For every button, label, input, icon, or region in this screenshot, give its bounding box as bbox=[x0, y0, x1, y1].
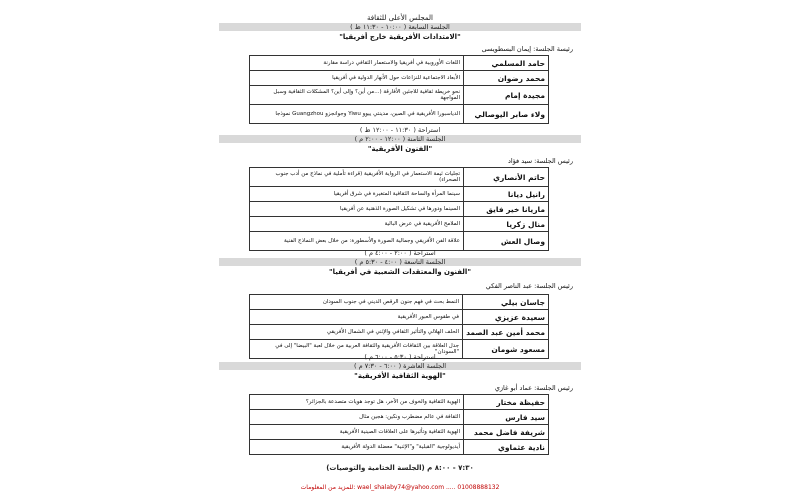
speaker-name: مسعود شومان bbox=[463, 340, 549, 359]
table-row bbox=[250, 325, 549, 340]
talk-topic: الثقافة في عالم مضطرب ونكين: هجين مثال bbox=[250, 410, 464, 425]
talk-topic: الملامح الأفريقية في عرض البالية bbox=[250, 217, 464, 232]
speaker-name: منال زكريا bbox=[464, 217, 549, 232]
table-row bbox=[250, 168, 549, 187]
talk-topic: اللغات الأوروبية في أفريقيا والاستعمار الثقافي دراسة مقارنة bbox=[250, 56, 464, 71]
table-row bbox=[250, 410, 549, 425]
talk-topic: الهوية الثقافية والخوف من الآخر، هل توجد هويات متصدعة بالجزائر؟ bbox=[250, 395, 464, 410]
table-row bbox=[250, 71, 549, 86]
org-title: المجلس الأعلى للثقافة bbox=[367, 14, 433, 22]
speaker-name: وصال العش bbox=[464, 232, 549, 251]
table-row bbox=[250, 202, 549, 217]
session9-table bbox=[249, 294, 549, 359]
break-3: استراحة ( ٥:٣٠ - ٦:٠٠ م ) bbox=[364, 353, 436, 361]
contact-info: للمزيد من المعلومات: wael_shalaby74@yahoo.com ..... 01008888132 bbox=[300, 484, 500, 491]
talk-topic: الحلف الهلالي والتأثير الثقافي والإثني في الشمال الأفريقي bbox=[250, 325, 463, 340]
talk-topic: علاقة الفن الأفريقي وجمالية الصورة والأسطورة: من خلال بعض النماذج الفنية bbox=[250, 232, 464, 251]
speaker-name: سعيدة عزيزي bbox=[463, 310, 549, 325]
session7-title-bar: الجلسة السابعة ( ١٠:٠٠ - ١١:٣٠ ظ ) bbox=[219, 23, 581, 31]
talk-topic: الدياسبورا الأفريقية في الصين، مدينتي ييوو Yiwu وجوانجزو Guangzhou نموذجا bbox=[250, 105, 464, 124]
closing-session: ٧:٣٠ - ٨:٠٠ م (الجلسة الختامية والتوصيات) bbox=[326, 464, 474, 472]
talk-topic: أيديولوجية "القبلية" و"الإثنية" معضلة الدولة الأفريقية bbox=[250, 440, 464, 455]
speaker-name: جاسان بيلي bbox=[463, 295, 549, 310]
speaker-name: حاتم الأنصاري bbox=[464, 168, 549, 187]
talk-topic: السينما ودورها في تشكيل الصورة الذهنية عن أفريقيا bbox=[250, 202, 464, 217]
talk-topic: النمط بحث في فهم جنون الرقص الديني في جنوب السودان bbox=[250, 295, 463, 310]
speaker-name: حامد المسلمي bbox=[464, 56, 549, 71]
talk-topic: الهوية الثقافية وتأثيرها على العلاقات الصينية الأفريقية bbox=[250, 425, 464, 440]
session10-theme: "الهوية الثقافية الأفريقية" bbox=[354, 372, 446, 380]
table-row bbox=[250, 187, 549, 202]
session10-table bbox=[249, 394, 549, 455]
speaker-name: مجيدة إمام bbox=[464, 86, 549, 105]
session8-table bbox=[249, 167, 549, 251]
speaker-name: شريفة فاضل محمد bbox=[464, 425, 549, 440]
session8-title-bar: الجلسة الثامنة ( ١٢:٠٠ - ٢:٠٠ م ) bbox=[219, 135, 581, 143]
table-row bbox=[250, 425, 549, 440]
speaker-name: محمد أمين عبد الصمد bbox=[463, 325, 549, 340]
speaker-name: ولاء صابر اليوصالي bbox=[464, 105, 549, 124]
table-row bbox=[250, 295, 549, 310]
table-row bbox=[250, 310, 549, 325]
talk-topic: سينما المرأة والساحة الثقافية المتغيرة في شرق أفريقيا bbox=[250, 187, 464, 202]
table-row bbox=[250, 217, 549, 232]
session9-chair: رئيس الجلسة: عبد الناصر الفكي bbox=[485, 282, 573, 290]
talk-topic: جدل العلاقة بين الثقافات الأفريقية والثقافة العربية من خلال لعبة "البيضا" إلى في "السودان" bbox=[250, 340, 463, 359]
speaker-name: نادية عثماوي bbox=[464, 440, 549, 455]
table-row bbox=[250, 86, 549, 105]
session7-theme: "الامتدادات الأفريقية خارج أفريقيا" bbox=[339, 33, 461, 41]
speaker-name: رانيل ديانا bbox=[464, 187, 549, 202]
table-row bbox=[250, 56, 549, 71]
session9-theme: "الفنون والمعتقدات الشعبية في أفريقيا" bbox=[329, 268, 471, 276]
session8-chair: رئيس الجلسة: سيد فؤاد bbox=[508, 157, 573, 165]
talk-topic: تجليات ثيمة الاستعمار في الرواية الأفريقية (قراءة تأملية في نماذج من أدب جنوب الصحراء) bbox=[250, 168, 464, 187]
session7-table bbox=[249, 55, 549, 124]
speaker-name: ماريانا خير فايق bbox=[464, 202, 549, 217]
session8-theme: "الفنون الأفريقية" bbox=[367, 145, 433, 153]
break-2: استراحة ( ٢:٠٠ - ٤:٠٠ م ) bbox=[364, 249, 436, 257]
break-1: استراحة ( ١١:٣٠ - ١٢:٠٠ ظ ) bbox=[359, 126, 441, 134]
session10-chair: رئيس الجلسة: عماد أبو غازي bbox=[494, 384, 573, 392]
speaker-name: حفيظة مختار bbox=[464, 395, 549, 410]
talk-topic: نحو خريطة ثقافية للاجئين الأفارقة (...من أين؟ وإلى أين؟ المشكلات الثقافية وسبل المواجهة bbox=[250, 86, 464, 105]
session10-title-bar: الجلسة العاشرة ( ٦:٠٠ - ٧:٣٠ م ) bbox=[219, 362, 581, 370]
program-page bbox=[219, 8, 581, 496]
table-row bbox=[250, 395, 549, 410]
table-row bbox=[250, 440, 549, 455]
table-row bbox=[250, 232, 549, 251]
session7-chair: رئيسة الجلسة: إيمان البسطويسى bbox=[481, 45, 573, 53]
session9-title-bar: الجلسة التاسعة ( ٤:٠٠ - ٥:٣٠ م ) bbox=[219, 258, 581, 266]
speaker-name: سيد فارس bbox=[464, 410, 549, 425]
talk-topic: في طقوس العبور الأفريقية bbox=[250, 310, 463, 325]
table-row bbox=[250, 105, 549, 124]
talk-topic: الأبعاد الاجتماعية للنزاعات حول الأنهار الدولية في أفريقيا bbox=[250, 71, 464, 86]
speaker-name: محمد رضوان bbox=[464, 71, 549, 86]
